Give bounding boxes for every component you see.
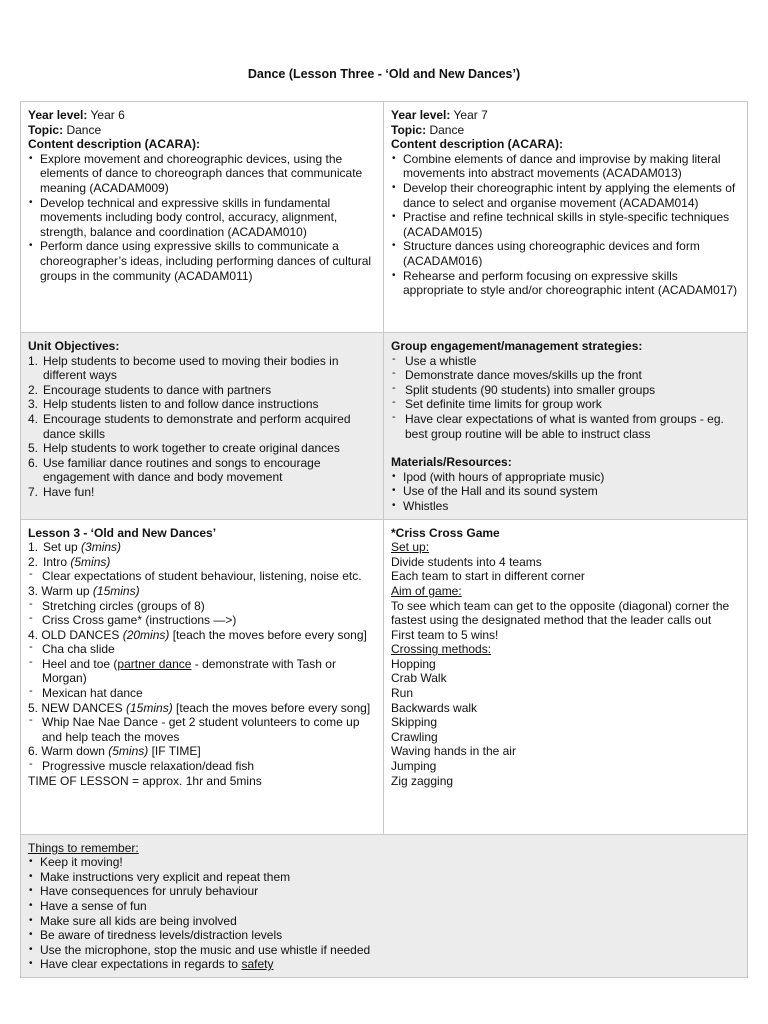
year7-topic: Topic: Dance [391, 122, 465, 137]
spacer [391, 441, 740, 455]
aim-line: First team to 5 wins! [391, 627, 499, 642]
list-item: • Rehearse and perform focusing on expressive skills appropriate to style and/or choreographic intent (ACADAM017) [391, 269, 740, 298]
list-item: • Make sure all kids are being involved [28, 914, 740, 929]
list-item: 7. Have fun! [28, 484, 95, 499]
year6-content-heading: Content description (ACARA): [28, 137, 200, 152]
row-content-descriptions [21, 102, 748, 333]
method-item: Hopping [391, 656, 436, 671]
setup-line: Divide students into 4 teams [391, 554, 542, 569]
warm-down-list [28, 759, 376, 774]
method-item: Jumping [391, 759, 437, 774]
new-dances-step: 5. NEW DANCES (15mins) [teach the moves before every song] [28, 700, 371, 715]
list-item: • Ipod (with hours of appropriate music) [391, 470, 740, 485]
method-item: Backwards walk [391, 700, 478, 715]
list-item: 2. Encourage students to dance with partners [28, 382, 272, 397]
old-dances-step: 4. OLD DANCES (20mins) [teach the moves before every song] [28, 627, 367, 642]
list-item: • Whistles [391, 499, 740, 514]
list-item: • Have a sense of fun [28, 899, 740, 914]
strategies-cell [384, 333, 748, 520]
criss-cross-heading: *Criss Cross Game [391, 525, 500, 540]
row-lesson [21, 519, 748, 834]
setup-line: Each team to start in different corner [391, 569, 585, 584]
list-item: • Be aware of tiredness levels/distraction levels [28, 928, 740, 943]
setup-heading: Set up: [391, 540, 430, 555]
year6-content-list [28, 152, 376, 283]
method-item: Zig zagging [391, 773, 454, 788]
methods-heading: Crossing methods: [391, 642, 492, 657]
year6-cell [21, 102, 384, 333]
things-to-remember-cell [21, 834, 748, 977]
list-item: - Heel and toe (partner dance - demonstrate with Tash or Morgan) [28, 657, 376, 686]
list-item: - Use a whistle [391, 354, 740, 369]
row-remember [21, 834, 748, 977]
list-item: 3. Help students listen to and follow dance instructions [28, 397, 319, 412]
list-item: • Develop their choreographic intent by applying the elements of dance to select and organise movement (ACADAM014) [391, 181, 740, 210]
list-item: 6. Use familiar dance routines and songs to encourage engagement with dance and body movement [28, 455, 321, 485]
list-item: • Have clear expectations in regards to safety [28, 957, 740, 972]
year7-year-level: Year level: Year 7 [391, 108, 488, 122]
lesson-total-time: TIME OF LESSON = approx. 1hr and 5mins [28, 773, 262, 788]
list-item: - Split students (90 students) into smaller groups [391, 383, 740, 398]
list-item: - Set definite time limits for group work [391, 397, 740, 412]
list-item: 4. Encourage students to demonstrate and perform acquired dance skills [28, 411, 351, 441]
lesson-cell [21, 519, 384, 834]
list-item: • Make instructions very explicit and repeat them [28, 870, 740, 885]
unit-objectives-cell [21, 333, 384, 520]
year7-content-list [391, 152, 740, 298]
list-item: 1. Help students to become used to moving their bodies in different ways [28, 353, 339, 383]
list-item: - Whip Nae Nae Dance - get 2 student volunteers to come up and help teach the moves [28, 715, 376, 744]
criss-cross-cell [384, 519, 748, 834]
lesson-plan-table [20, 101, 748, 978]
list-item: - Stretching circles (groups of 8) [28, 599, 376, 614]
intro-list [28, 569, 376, 584]
list-item: • Structure dances using choreographic devices and form (ACADAM016) [391, 239, 740, 268]
method-item: Waving hands in the air [391, 744, 516, 759]
old-dances-list [28, 642, 376, 700]
warm-down-step: 6. Warm down (5mins) [IF TIME] [28, 744, 201, 759]
list-item: - Clear expectations of student behaviour, listening, noise etc. [28, 569, 376, 584]
method-item: Crab Walk [391, 671, 447, 686]
remember-list [28, 855, 740, 972]
year6-topic: Topic: Dance [28, 122, 102, 137]
list-item: - Have clear expectations of what is wanted from groups - eg. best group routine will be able to instruct class [391, 412, 740, 441]
document-title: Dance (Lesson Three - ‘Old and New Dances’) [247, 67, 521, 81]
lesson-steps-1-2 [28, 540, 376, 569]
materials-list [391, 470, 740, 514]
aim-heading: Aim of game: [391, 583, 462, 598]
list-item: - Progressive muscle relaxation/dead fish [28, 759, 376, 774]
list-item: 5. Help students to work together to create original dances [28, 441, 340, 456]
list-item: • Develop technical and expressive skills in fundamental movements including body control, accuracy, alignment, strength, balance and coordination (ACADAM010) [28, 196, 376, 240]
warm-up-list [28, 599, 376, 628]
year7-content-heading: Content description (ACARA): [391, 137, 563, 152]
unit-objectives-heading: Unit Objectives: [28, 339, 120, 353]
remember-heading: Things to remember: [28, 840, 139, 855]
list-item: 2. Intro (5mins) [28, 554, 111, 569]
list-item: • Keep it moving! [28, 855, 740, 870]
list-item: • Have consequences for unruly behaviour [28, 884, 740, 899]
unit-objectives-list [28, 354, 376, 500]
list-item: • Perform dance using expressive skills to communicate a choreographer’s ideas, including performing dances of cultural groups in the community (ACADAM011) [28, 239, 376, 283]
list-item: • Combine elements of dance and improvise by making literal movements into abstract movements (ACADAM013) [391, 152, 740, 181]
materials-heading: Materials/Resources: [391, 455, 512, 470]
aim-line: To see which team can get to the opposite (diagonal) corner the fastest using the designated method that the leader calls out [391, 598, 730, 628]
method-item: Run [391, 686, 414, 701]
strategies-heading: Group engagement/management strategies: [391, 339, 643, 353]
list-item: 1. Set up (3mins) [28, 540, 122, 555]
list-item: - Cha cha slide [28, 642, 376, 657]
list-item: • Use the microphone, stop the music and use whistle if needed [28, 943, 740, 958]
list-item: • Explore movement and choreographic devices, using the elements of dance to choreograph dances that communicate meaning (ACADAM009) [28, 152, 376, 196]
year7-cell [384, 102, 748, 333]
method-item: Crawling [391, 729, 438, 744]
list-item: - Mexican hat dance [28, 686, 376, 701]
row-objectives [21, 333, 748, 520]
method-item: Skipping [391, 715, 438, 730]
lesson-heading: Lesson 3 - ‘Old and New Dances’ [28, 525, 217, 540]
list-item: • Practise and refine technical skills in style-specific techniques (ACADAM015) [391, 210, 740, 239]
list-item: • Use of the Hall and its sound system [391, 484, 740, 499]
year6-year-level: Year level: Year 6 [28, 108, 125, 122]
list-item: - Criss Cross game* (instructions —>) [28, 613, 376, 628]
warm-up-step: 3. Warm up (15mins) [28, 583, 140, 598]
strategies-list [391, 354, 740, 442]
new-dances-list [28, 715, 376, 744]
list-item: - Demonstrate dance moves/skills up the front [391, 368, 740, 383]
